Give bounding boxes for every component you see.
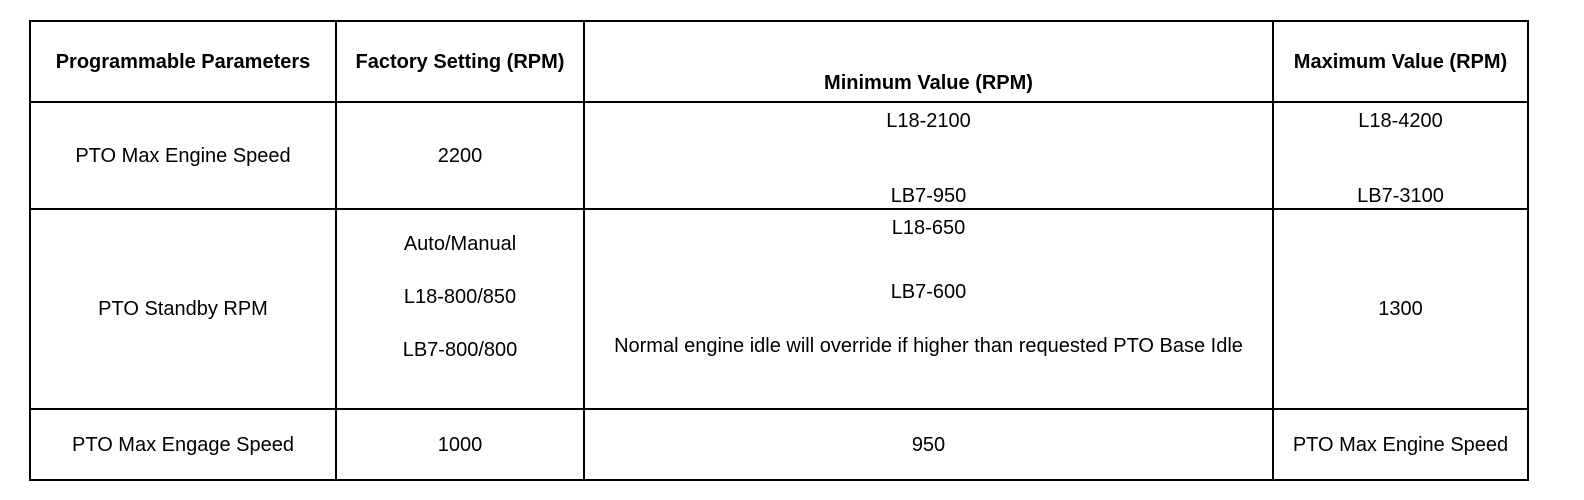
factory-setting-line: LB7-800/800 bbox=[402, 339, 518, 361]
cell-parameter: PTO Max Engine Speed bbox=[30, 102, 336, 209]
minimum-value-line: L18-650 bbox=[891, 217, 966, 239]
header-row bbox=[30, 21, 1528, 102]
cell-minimum-value: 950 bbox=[584, 409, 1273, 480]
factory-setting-line: Auto/Manual bbox=[403, 233, 517, 255]
factory-setting-line: L18-800/850 bbox=[403, 286, 517, 308]
minimum-value-line: LB7-600 bbox=[890, 281, 967, 303]
cell-parameter: PTO Max Engage Speed bbox=[30, 409, 336, 480]
cell-maximum-value bbox=[1273, 102, 1528, 209]
table-row bbox=[30, 102, 1528, 209]
maximum-value-line: LB7-3100 bbox=[1357, 185, 1444, 207]
cell-factory-setting: 2200 bbox=[336, 102, 584, 209]
cell-maximum-value: 1300 bbox=[1273, 209, 1528, 409]
header-factory-setting: Factory Setting (RPM) bbox=[336, 21, 584, 102]
table-row bbox=[30, 209, 1528, 409]
cell-minimum-value bbox=[584, 209, 1273, 409]
programmable-parameters-table bbox=[29, 20, 1529, 481]
cell-minimum-value bbox=[584, 102, 1273, 209]
header-minimum-value: Minimum Value (RPM) bbox=[584, 21, 1273, 102]
table-row bbox=[30, 409, 1528, 480]
cell-maximum-value: PTO Max Engine Speed bbox=[1273, 409, 1528, 480]
header-maximum-value: Maximum Value (RPM) bbox=[1273, 21, 1528, 102]
cell-factory-setting bbox=[336, 209, 584, 409]
header-parameter: Programmable Parameters bbox=[30, 21, 336, 102]
minimum-value-note: Normal engine idle will override if higher than requested PTO Base Idle bbox=[614, 335, 1243, 357]
cell-factory-setting: 1000 bbox=[336, 409, 584, 480]
cell-parameter: PTO Standby RPM bbox=[30, 209, 336, 409]
minimum-value-line: LB7-950 bbox=[890, 185, 967, 207]
maximum-value-line: L18-4200 bbox=[1358, 110, 1443, 132]
minimum-value-line: L18-2100 bbox=[886, 110, 971, 132]
